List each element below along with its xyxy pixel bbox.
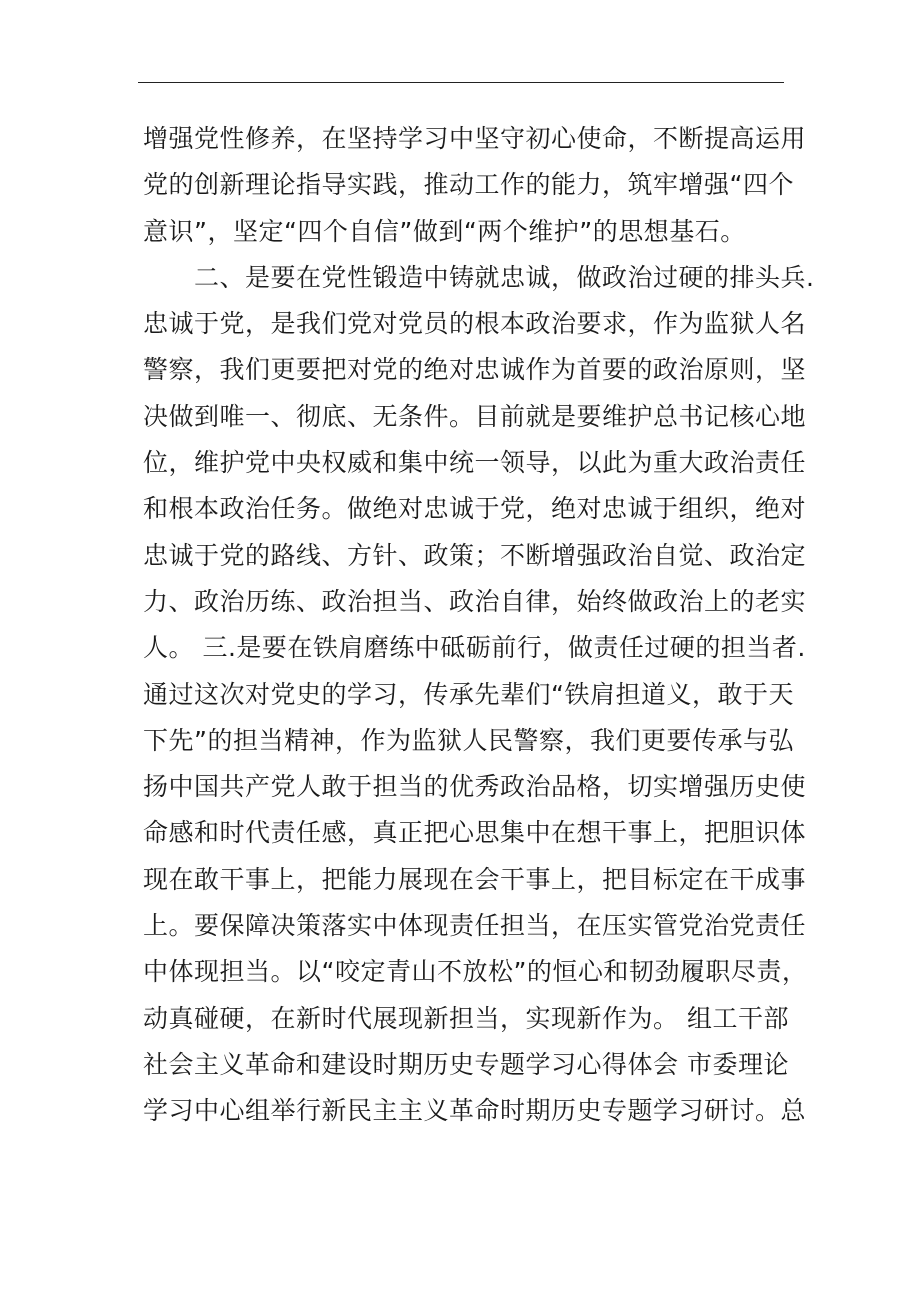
text-line: 社会主义革命和建设时期历史专题学习心得体会 市委理论 xyxy=(143,1049,789,1079)
text-line: 力、政治历练、政治担当、政治自律，始终做政治上的老实 xyxy=(143,586,807,616)
text-line: 学习中心组举行新民主主义革命时期历史专题学习研讨。总 xyxy=(143,1096,807,1126)
text-line: 通过这次对党史的学习，传承先辈们“铁肩担道义，敢于天 xyxy=(143,679,794,709)
text-line: 意识”，坚定“四个自信”做到“两个维护”的思想基石。 xyxy=(143,216,746,246)
text-line: 人。 三.是要在铁肩磨练中砥砺前行，做责任过硬的担当者. xyxy=(143,633,806,663)
text-line: 位，维护党中央权威和集中统一领导，以此为重大政治责任 xyxy=(143,448,807,478)
text-line: 扬中国共产党人敢于担当的优秀政治品格，切实增强历史使 xyxy=(143,772,807,802)
text-line: 忠诚于党，是我们党对党员的根本政治要求，作为监狱人名 xyxy=(143,309,807,339)
text-line: 二、是要在党性锻造中铸就忠诚，做政治过硬的排头兵. xyxy=(143,262,815,292)
text-line: 和根本政治任务。做绝对忠诚于党，绝对忠诚于组织，绝对 xyxy=(143,494,807,524)
text-line: 中体现担当。以“咬定青山不放松”的恒心和韧劲履职尽责， xyxy=(143,957,808,987)
text-line: 上。要保障决策落实中体现责任担当，在压实管党治党责任 xyxy=(143,911,807,941)
text-line: 警察，我们更要把对党的绝对忠诚作为首要的政治原则，坚 xyxy=(143,355,807,385)
body-text xyxy=(143,116,815,1135)
text-line: 现在敢干事上，把能力展现在会干事上，把目标定在干成事 xyxy=(143,864,807,894)
text-line: 忠诚于党的路线、方针、政策；不断增强政治自觉、政治定 xyxy=(143,540,807,570)
text-line: 党的创新理论指导实践，推动工作的能力，筑牢增强“四个 xyxy=(143,170,794,200)
text-line: 增强党性修养，在坚持学习中坚守初心使命，不断提高运用 xyxy=(143,124,807,153)
header-rule xyxy=(138,82,784,83)
text-line: 命感和时代责任感，真正把心思集中在想干事上，把胆识体 xyxy=(143,818,807,848)
text-line: 动真碰硬，在新时代展现新担当，实现新作为。 组工干部 xyxy=(143,1003,789,1033)
text-line: 下先”的担当精神，作为监狱人民警察，我们更要传承与弘 xyxy=(143,725,794,755)
text-line: 决做到唯一、彻底、无条件。目前就是要维护总书记核心地 xyxy=(143,401,807,431)
